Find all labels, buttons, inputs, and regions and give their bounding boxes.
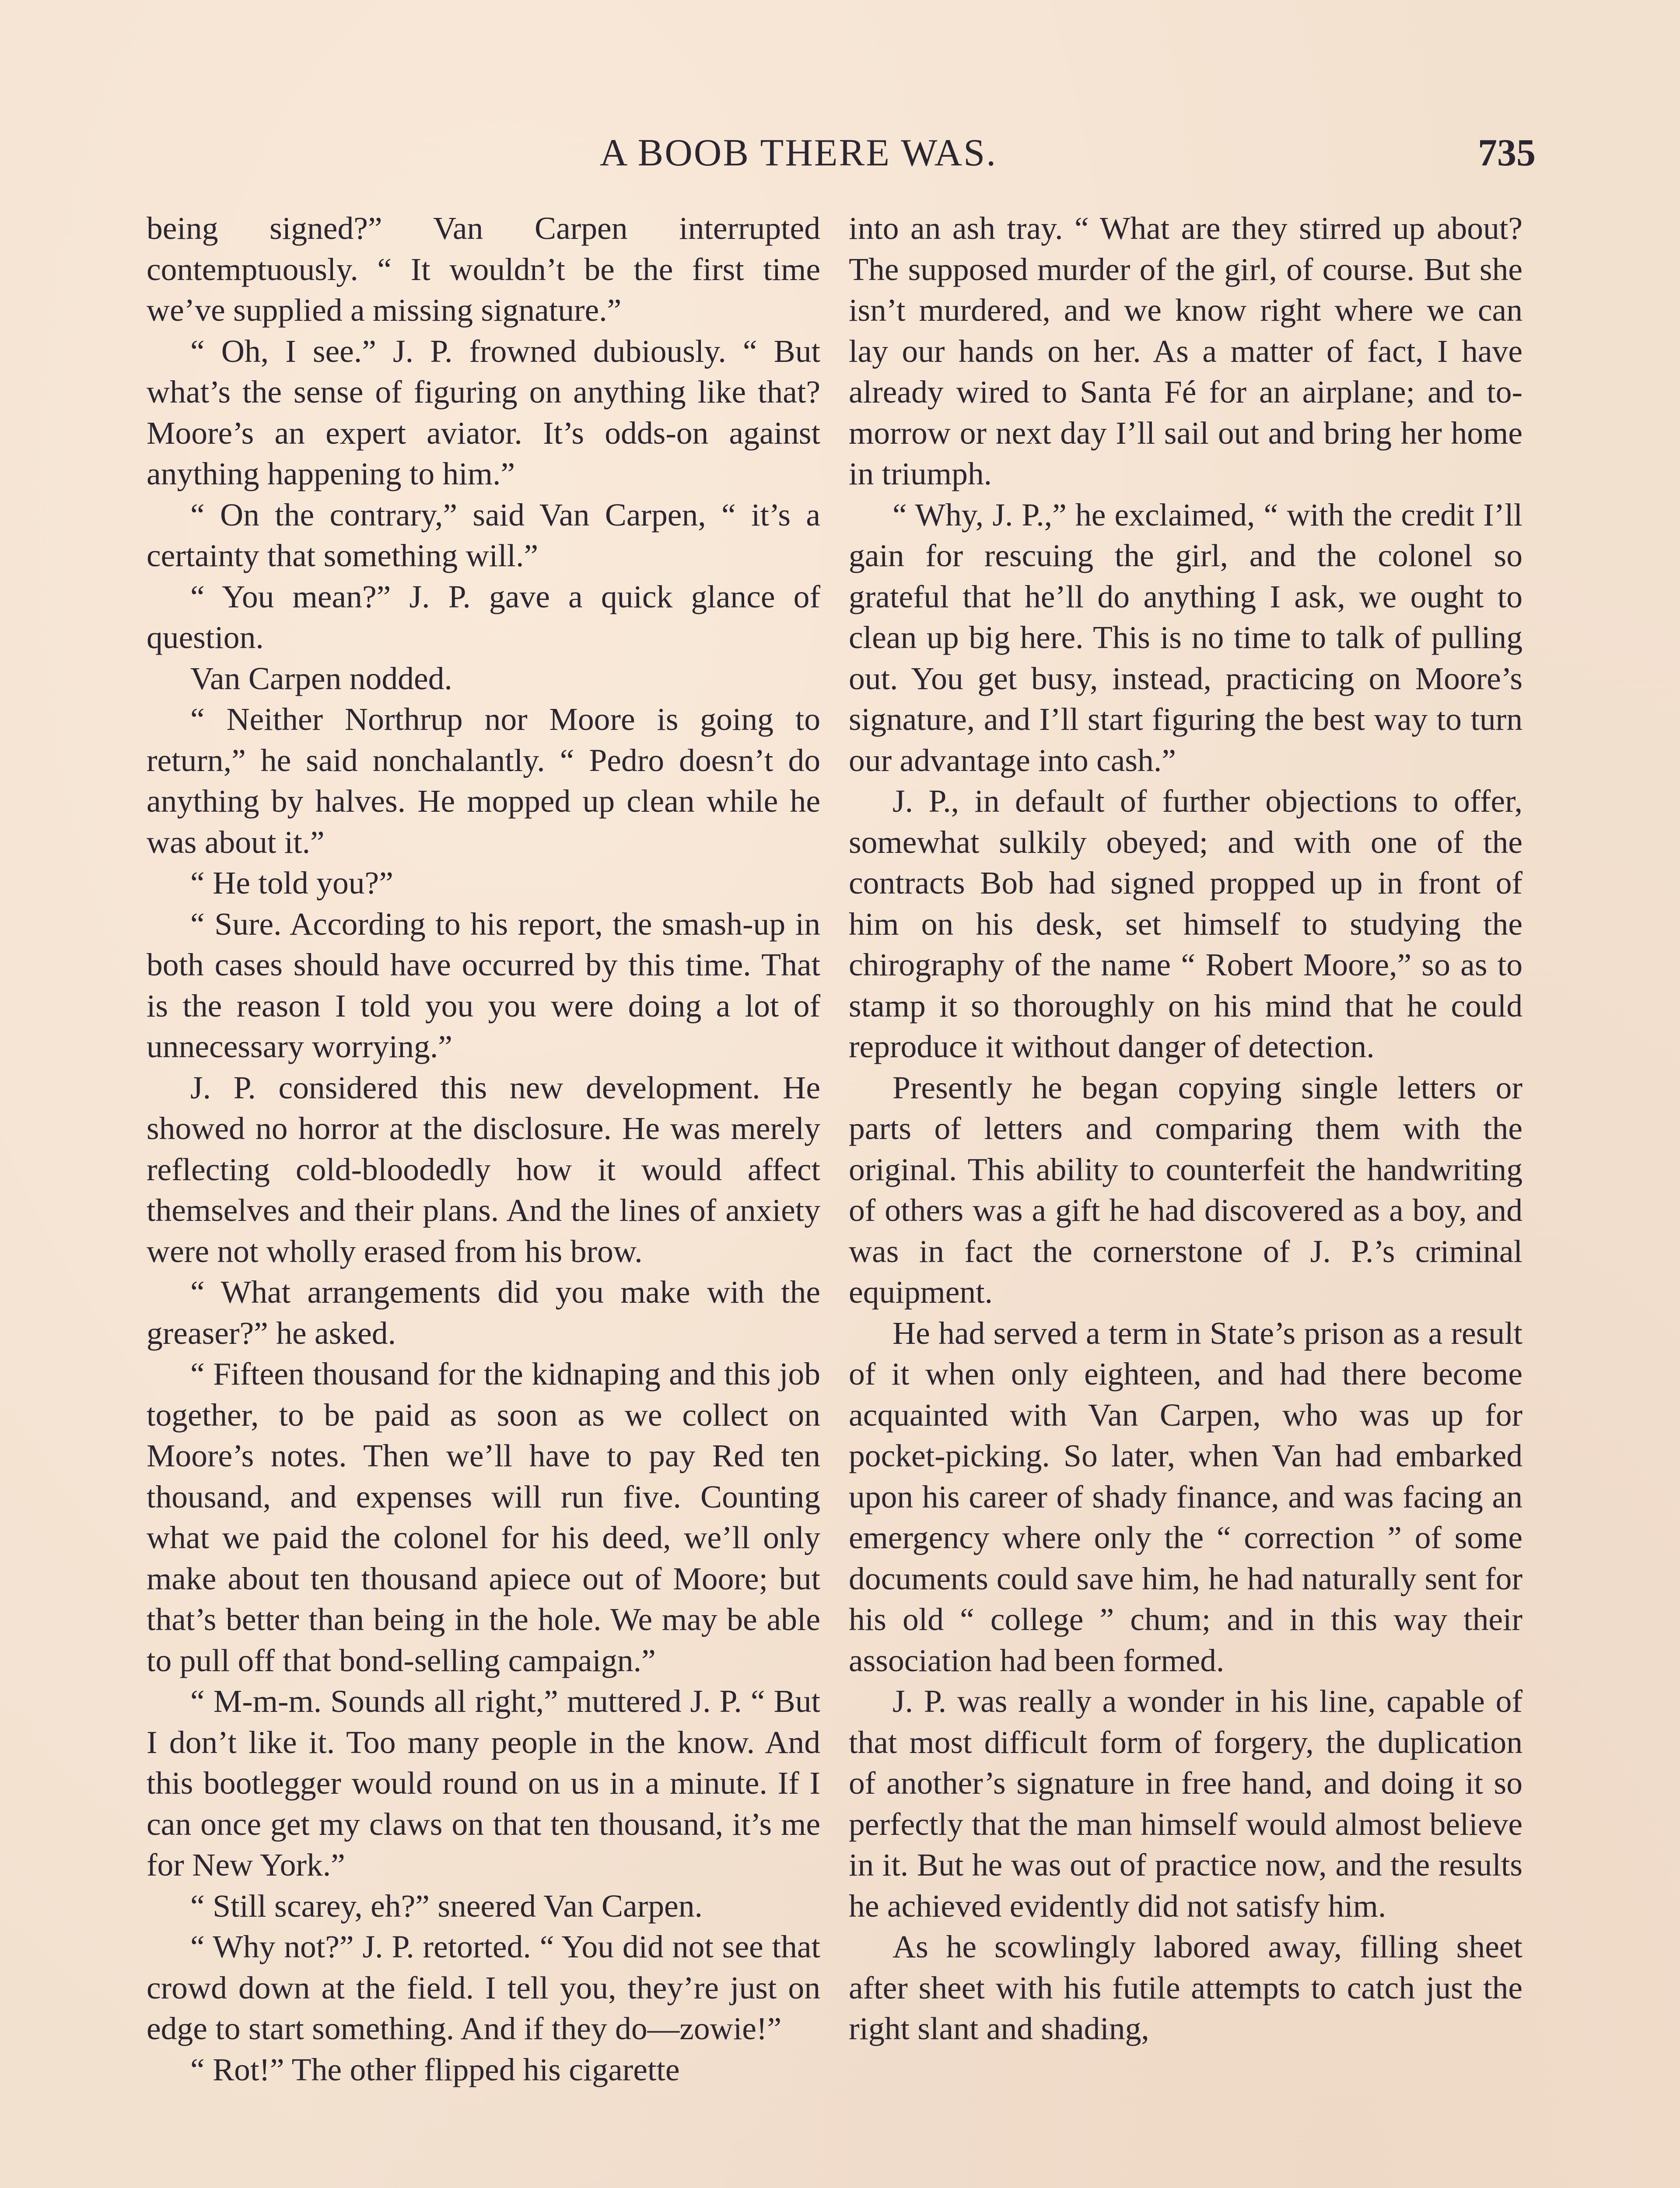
right-column — [849, 208, 1522, 2049]
paragraph: Van Carpen nodded. — [190, 660, 452, 696]
paragraph: J. P. considered this new development. He showed no horror at the disclosure. He was merely reflecting cold-bloodedly how it would affect themselves and their plans. And the lines of anxiety were not wholly erased from his brow. — [147, 1069, 820, 1269]
paragraph: “ Still scarey, eh?” sneered Van Carpen. — [190, 1887, 703, 1924]
running-header — [0, 127, 1680, 179]
story-title: A BOOB THERE WAS. — [599, 132, 998, 174]
paragraph: “ What arrangements did you make with the greaser?” he asked. — [147, 1274, 820, 1351]
paragraph: “ Fifteen thousand for the kidnaping and this job together, to be paid as soon as we collect on Moore’s notes. Then we’ll have to pay Red ten thousand, and expenses will run five. Counting what we paid the colonel for his deed, we’ll only make about ten thousand apiece out of Moore; but that’s better than being in the hole. We may be able to pull off that bond-selling campaign.” — [147, 1356, 820, 1678]
paragraph: “ You mean?” J. P. gave a quick glance of question. — [147, 578, 820, 655]
paragraph: “ Sure. According to his report, the smash-up in both cases should have occurred by this time. That is the reason I told you you were doing a lot of unnecessary worrying.” — [147, 905, 820, 1064]
paragraph: “ On the contrary,” said Van Carpen, “ it’s a certainty that something will.” — [147, 496, 820, 573]
paragraph: being signed?” Van Carpen interrupted contemptuously. “ It wouldn’t be the first time we’ve supplied a missing signature.” — [147, 210, 820, 328]
paragraph: He had served a term in State’s prison as a result of it when only eighteen, and had there become acquainted with Van Carpen, who was up for pocket-picking. So later, when Van had embarked upon his career of shady finance, and was facing an emergency where only the “ correction ” of some documents could save him, he had naturally sent for his old “ college ” chum; and in this way their association had been formed. — [849, 1315, 1522, 1678]
paragraph: J. P., in default of further objections to offer, somewhat sulkily obeyed; and with one of the contracts Bob had signed propped up in front of him on his desk, set himself to studying the chirography of the name “ Robert Moore,” so as to stamp it so thoroughly on his mind that he could reproduce it without danger of detection. — [849, 783, 1522, 1064]
paragraph: Presently he began copying single letters or parts of letters and comparing them with the original. This ability to counterfeit the handwriting of others was a gift he had discovered as a boy, and was in fact the cornerstone of J. P.’s criminal equipment. — [849, 1069, 1522, 1310]
left-column — [147, 208, 820, 2090]
paragraph: J. P. was really a wonder in his line, capable of that most difficult form of forgery, the duplication of another’s signature in free hand, and doing it so perfectly that the man himself would almost believe in it. But he was out of practice now, and the results he achieved evidently did not satisfy him. — [849, 1683, 1522, 1924]
paragraph: As he scowlingly labored away, filling sheet after sheet with his futile attempts to catch just the right slant and shading, — [849, 1929, 1522, 2046]
paragraph: “ Neither Northrup nor Moore is going to return,” he said nonchalantly. “ Pedro doesn’t do anything by halves. He mopped up clean while he was about it.” — [147, 701, 820, 860]
paragraph: “ Rot!” The other flipped his cigarette — [190, 2051, 680, 2087]
paragraph: “ Why, J. P.,” he exclaimed, “ with the credit I’ll gain for rescuing the girl, and the colonel so grateful that he’ll do anything I ask, we ought to clean up big here. This is no time to talk of pulling out. You get busy, instead, practicing on Moore’s signature, and I’ll start figuring the best way to turn our advantage into cash.” — [849, 496, 1522, 778]
paragraph: “ Oh, I see.” J. P. frowned dubiously. “ But what’s the sense of figuring on anything like that? Moore’s an expert aviator. It’s odds-on against anything happening to him.” — [147, 333, 820, 491]
paragraph: “ Why not?” J. P. retorted. “ You did not see that crowd down at the field. I tell you, they’re just on edge to start something. And if they do—zowie!” — [147, 1929, 820, 2046]
page-number: 735 — [1478, 132, 1536, 174]
paragraph: “ He told you?” — [190, 865, 393, 901]
paragraph: into an ash tray. “ What are they stirred up about? The supposed murder of the girl, of course. But she isn’t murdered, and we know right where we can lay our hands on her. As a matter of fact, I have already wired to Santa Fé for an airplane; and to-morrow or next day I’ll sail out and bring her home in triumph. — [849, 210, 1522, 491]
paragraph: “ M-m-m. Sounds all right,” muttered J. P. “ But I don’t like it. Too many people in the know. And this bootlegger would round on us in a minute. If I can once get my claws on that ten thousand, it’s me for New York.” — [147, 1683, 820, 1883]
